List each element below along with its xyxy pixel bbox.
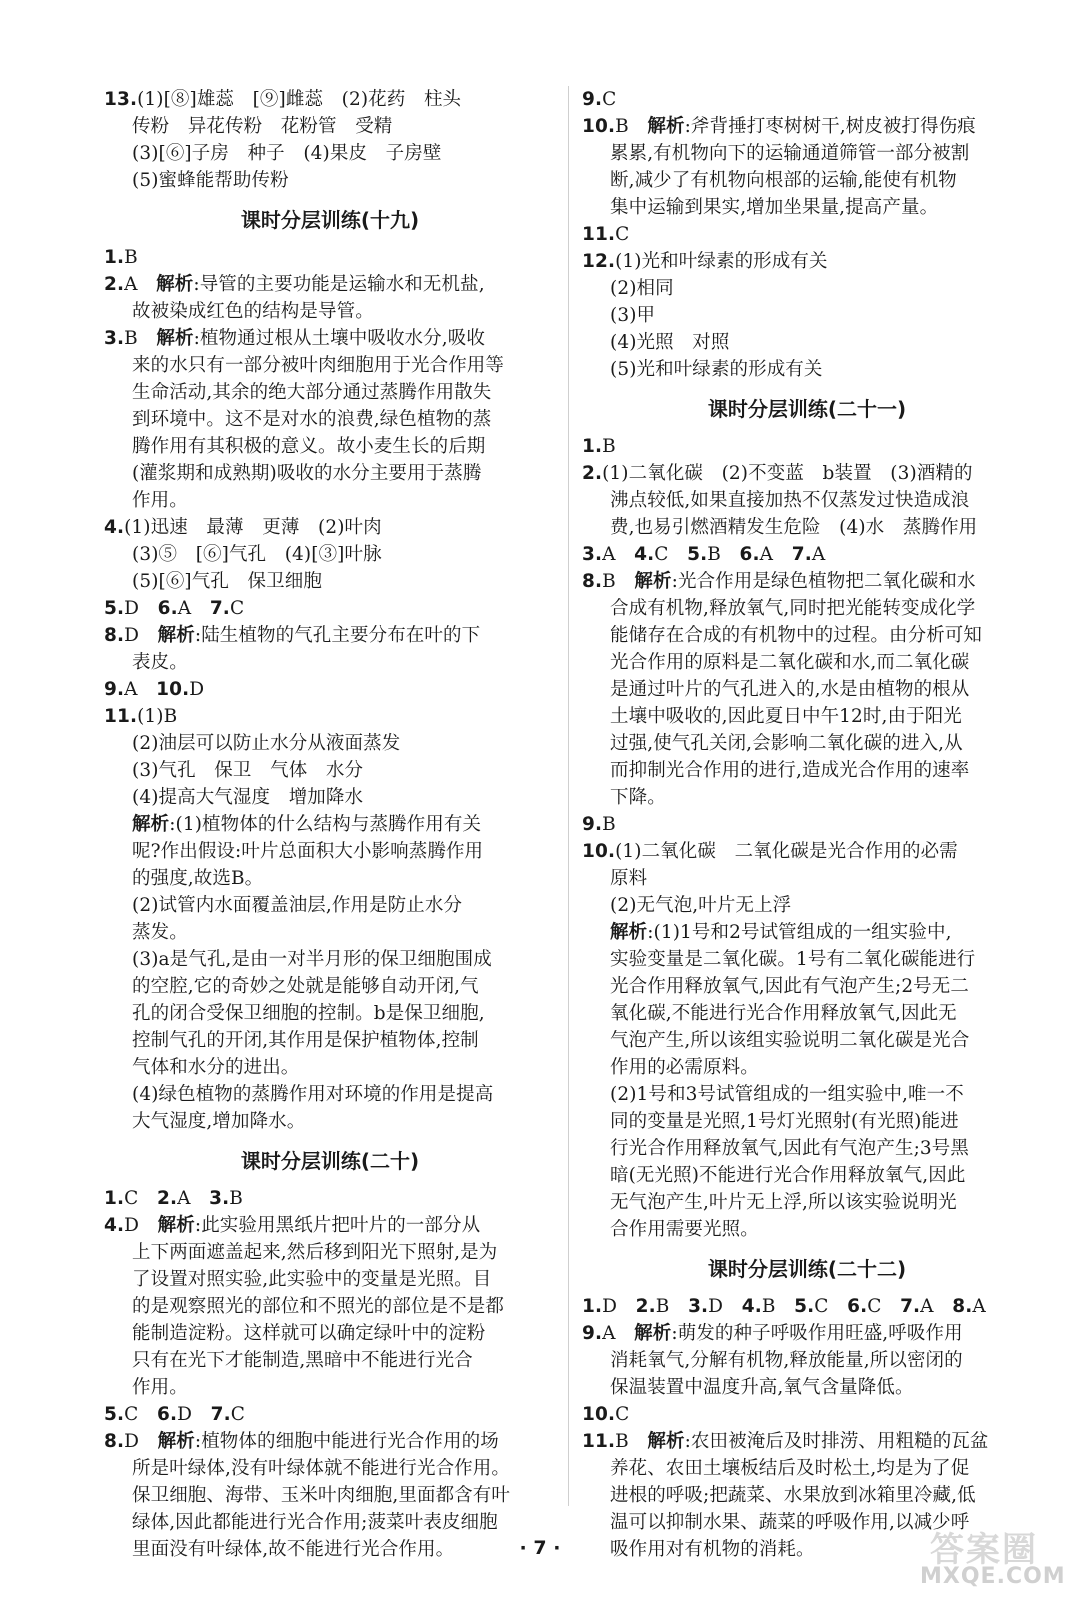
- question-number: 1.: [582, 436, 603, 457]
- answer-text: 气泡产生,所以该组实验说明二氧化碳是光合: [610, 1030, 970, 1051]
- question-number: 4.: [104, 517, 125, 538]
- answer-line: [104, 649, 556, 676]
- answer-line: [582, 865, 1032, 892]
- question-number: 2.: [156, 1188, 178, 1209]
- answer-line: [582, 221, 1032, 248]
- answer-text: C: [814, 1296, 848, 1317]
- right-column: [582, 86, 1032, 1563]
- answer-text: 实验变量是二氧化碳。1号有二氧化碳能进行: [610, 949, 976, 970]
- answer-text: 养花、农田土壤板结后及时松土,均是为了促: [610, 1458, 970, 1479]
- answer-text: 传粉 异花传粉 花粉管 受精: [132, 116, 393, 137]
- answer-text: 能储存在合成的有机物中的过程。由分析可知: [610, 625, 983, 646]
- question-number: 8.: [104, 1431, 125, 1452]
- answer-line: [104, 1455, 556, 1482]
- answer-line: [582, 460, 1032, 487]
- analysis-label: 解析: [156, 328, 194, 349]
- answer-text: 生命活动,其余的绝大部分通过蒸腾作用散失: [132, 382, 492, 403]
- question-number: 8.: [582, 571, 603, 592]
- answer-text: 来的水只有一部分被叶肉细胞用于光合作用等: [132, 355, 505, 376]
- question-number: 1.: [104, 247, 125, 268]
- answer-line: [582, 302, 1032, 329]
- answer-line: [104, 730, 556, 757]
- answer-line: [582, 973, 1032, 1000]
- answer-line: [104, 865, 556, 892]
- answer-line: [582, 1482, 1032, 1509]
- answer-text: 土壤中吸收的,因此夏日中午12时,由于阳光: [610, 706, 962, 727]
- answer-text: A: [602, 1323, 635, 1344]
- answer-text: 而抑制光合作用的进行,造成光合作用的速率: [610, 760, 970, 781]
- answer-text: 控制气孔的开闭,其作用是保护植物体,控制: [132, 1030, 479, 1051]
- answer-text: :植物通过根从土壤中吸收水分,吸收: [193, 328, 485, 349]
- answer-text: (3)⑤ [⑥]气孔 (4)[③]叶脉: [132, 544, 382, 565]
- answer-line: [104, 1428, 556, 1455]
- answer-text: D: [602, 1296, 636, 1317]
- answer-text: :(1)1号和2号试管组成的一组实验中,: [647, 922, 952, 943]
- answer-line: [104, 1108, 556, 1135]
- answer-line: [582, 838, 1032, 865]
- answer-text: C: [615, 224, 630, 245]
- answer-text: :农田被淹后及时排涝、用粗糙的瓦盆: [684, 1431, 989, 1452]
- answer-line: [104, 460, 556, 487]
- question-number: 2.: [582, 463, 603, 484]
- answer-line: [104, 541, 556, 568]
- answer-line: [104, 892, 556, 919]
- answer-text: C: [229, 598, 245, 619]
- answer-line: [582, 1347, 1032, 1374]
- section-heading: 课时分层训练(二十一): [707, 397, 907, 421]
- page-number: · 7 ·: [519, 1537, 561, 1559]
- answer-text: :此实验用黑纸片把叶片的一部分从: [194, 1215, 481, 1236]
- answer-line: [582, 514, 1032, 541]
- answer-line: [104, 514, 556, 541]
- answer-line: [104, 1482, 556, 1509]
- question-number: 8.: [952, 1296, 973, 1317]
- watermark-logo: [916, 1522, 1066, 1594]
- column-divider: [568, 86, 569, 1506]
- answer-text: 的空腔,它的奇妙之处就是能够自动开闭,气: [132, 976, 479, 997]
- answer-line: [582, 1374, 1032, 1401]
- answer-line: [582, 113, 1032, 140]
- answer-text: :萌发的种子呼吸作用旺盛,呼吸作用: [671, 1323, 963, 1344]
- question-number: 4.: [104, 1215, 125, 1236]
- answer-text: C: [124, 1404, 157, 1425]
- answer-text: (1)二氧化碳 二氧化碳是光合作用的必需: [615, 841, 958, 862]
- answer-line: [104, 406, 556, 433]
- question-number: 9.: [582, 814, 603, 835]
- answer-text: :光合作用是绿色植物把二氧化碳和水: [671, 571, 976, 592]
- question-number: 10.: [582, 841, 616, 862]
- answer-text: 作用。: [132, 490, 188, 511]
- answer-text: 的是观察照光的部位和不照光的部位是不是都: [132, 1296, 505, 1317]
- answer-text: (5)蜜蜂能帮助传粉: [132, 170, 289, 191]
- question-number: 1.: [582, 1296, 603, 1317]
- answer-text: (3)a是气孔,是由一对半月形的保卫细胞围成: [132, 949, 492, 970]
- answer-text: (2)1号和3号试管组成的一组实验中,唯一不: [610, 1084, 964, 1105]
- answer-line: [582, 329, 1032, 356]
- answer-line: [582, 649, 1032, 676]
- analysis-label: 解析: [156, 274, 194, 295]
- answer-line: [582, 248, 1032, 275]
- answer-text: 作用。: [132, 1377, 188, 1398]
- answer-line: [582, 1108, 1032, 1135]
- answer-text: 到环境中。这不是对水的浪费,绿色植物的蒸: [132, 409, 492, 430]
- answer-text: (3)甲: [610, 305, 656, 326]
- answer-line: [582, 1135, 1032, 1162]
- answer-text: 合成有机物,释放氧气,同时把光能转变成化学: [610, 598, 976, 619]
- answer-line: [582, 275, 1032, 302]
- question-number: 13.: [104, 89, 138, 110]
- answer-line: [104, 352, 556, 379]
- question-number: 7.: [209, 598, 230, 619]
- answer-text: 气体和水分的进出。: [132, 1057, 300, 1078]
- answer-line: [104, 1185, 556, 1212]
- answer-line: [104, 1401, 556, 1428]
- answer-text: B: [707, 544, 740, 565]
- answer-line: [582, 1081, 1032, 1108]
- answer-text: (3)气孔 保卫 气体 水分: [132, 760, 364, 781]
- answer-text: 行光合作用释放氧气,因此有气泡产生;3号黑: [610, 1138, 969, 1159]
- answer-text: B: [761, 1296, 795, 1317]
- answer-line: [582, 1293, 1032, 1320]
- answer-text: 里面没有叶绿体,故不能进行光合作用。: [132, 1539, 455, 1560]
- answer-line: [582, 622, 1032, 649]
- question-number: 6.: [156, 1404, 178, 1425]
- answer-text: 绿体,因此都能进行光合作用;菠菜叶表皮细胞: [132, 1512, 498, 1533]
- answer-text: 是通过叶片的气孔进入的,水是由植物的根从: [610, 679, 970, 700]
- answer-text: (4)光照 对照: [610, 332, 730, 353]
- answer-text: 集中运输到果实,增加坐果量,提高产量。: [610, 197, 939, 218]
- answer-text: 呢?作出假设:叶片总面积大小影响蒸腾作用: [132, 841, 484, 862]
- answer-line: [582, 811, 1032, 838]
- answer-text: A: [972, 1296, 986, 1317]
- answer-line: [582, 1401, 1032, 1428]
- answer-text: B: [655, 1296, 689, 1317]
- analysis-label: 解析: [647, 1431, 685, 1452]
- answer-line: [104, 1239, 556, 1266]
- question-number: 2.: [635, 1296, 656, 1317]
- answer-line: [104, 271, 556, 298]
- answer-line: [104, 1509, 556, 1536]
- answer-line: [104, 298, 556, 325]
- answer-text: 的强度,故选B。: [132, 868, 264, 889]
- answer-text: 合作用需要光照。: [610, 1219, 759, 1240]
- section-heading: 课时分层训练(十九): [240, 208, 420, 232]
- answer-text: D: [124, 598, 158, 619]
- answer-text: D: [124, 625, 158, 646]
- answer-line: [582, 1455, 1032, 1482]
- answer-text: 能制造淀粉。这样就可以确定绿叶中的淀粉: [132, 1323, 486, 1344]
- answer-line: [582, 433, 1032, 460]
- answer-text: 大气湿度,增加降水。: [132, 1111, 306, 1132]
- answer-text: A: [177, 1188, 210, 1209]
- answer-line: [582, 676, 1032, 703]
- answer-line: [104, 757, 556, 784]
- answer-line: [582, 1054, 1032, 1081]
- answer-text: C: [654, 544, 688, 565]
- answer-text: B: [229, 1188, 243, 1209]
- question-number: 10.: [156, 679, 190, 700]
- answer-text: C: [124, 1188, 157, 1209]
- answer-text: :植物体的细胞中能进行光合作用的场: [194, 1431, 499, 1452]
- answer-text: 上下两面遮盖起来,然后移到阳光下照射,是为: [132, 1242, 498, 1263]
- answer-text: (2)相同: [610, 278, 674, 299]
- answer-text: D: [708, 1296, 742, 1317]
- answer-text: 沸点较低,如果直接加热不仅蒸发过快造成浪: [610, 490, 970, 511]
- answer-text: 只有在光下才能制造,黑暗中不能进行光合: [132, 1350, 473, 1371]
- question-number: 10.: [582, 1404, 616, 1425]
- answer-text: (1)二氧化碳 (2)不变蓝 b装置 (3)酒精的: [602, 463, 973, 484]
- answer-line: [582, 86, 1032, 113]
- analysis-label: 解析: [647, 116, 685, 137]
- analysis-label: 解析: [157, 1431, 195, 1452]
- question-number: 5.: [104, 598, 125, 619]
- answer-line: [582, 1027, 1032, 1054]
- answer-line: [104, 244, 556, 271]
- answer-text: D: [189, 679, 205, 700]
- answer-line: [104, 1212, 556, 1239]
- question-number: 2.: [104, 274, 125, 295]
- answer-line: [104, 973, 556, 1000]
- answer-text: 作用的必需原料。: [610, 1057, 759, 1078]
- answer-line: [104, 676, 556, 703]
- answer-line: [104, 1000, 556, 1027]
- question-number: 10.: [582, 116, 616, 137]
- question-number: 6.: [739, 544, 760, 565]
- answer-text: B: [602, 436, 616, 457]
- answer-line: [104, 784, 556, 811]
- answer-line: [582, 1428, 1032, 1455]
- question-number: 3.: [209, 1188, 230, 1209]
- answer-text: A: [124, 274, 157, 295]
- question-number: 4.: [634, 544, 655, 565]
- answer-text: (2)试管内水面覆盖油层,作用是防止水分: [132, 895, 463, 916]
- question-number: 11.: [582, 224, 616, 245]
- answer-line: [582, 703, 1032, 730]
- answer-text: 光合作用的原料是二氧化碳和水,而二氧化碳: [610, 652, 970, 673]
- question-number: 9.: [582, 1323, 603, 1344]
- left-column: [104, 86, 556, 1563]
- answer-text: 蒸发。: [132, 922, 188, 943]
- answer-text: 表皮。: [132, 652, 188, 673]
- answer-line: [582, 946, 1032, 973]
- answer-text: 消耗氧气,分解有机物,释放能量,所以密闭的: [610, 1350, 963, 1371]
- question-number: 3.: [582, 544, 603, 565]
- question-number: 7.: [210, 1404, 231, 1425]
- answer-text: 累累,有机物向下的运输通道筛管一部分被割: [610, 143, 970, 164]
- answer-text: (1)[⑧]雄蕊 [⑨]雌蕊 (2)花药 柱头: [137, 89, 462, 110]
- answer-text: A: [124, 679, 157, 700]
- question-number: 3.: [104, 328, 125, 349]
- answer-text: A: [811, 544, 826, 565]
- answer-line: [104, 622, 556, 649]
- answer-text: 无气泡产生,叶片无上浮,所以该实验说明光: [610, 1192, 957, 1213]
- answer-text: 孔的闭合受保卫细胞的控制。b是保卫细胞,: [132, 1003, 485, 1024]
- question-number: 5.: [104, 1404, 125, 1425]
- answer-text: (3)[⑥]子房 种子 (4)果皮 子房壁: [132, 143, 442, 164]
- answer-text: 费,也易引燃酒精发生危险 (4)水 蒸腾作用: [610, 517, 978, 538]
- answer-line: [104, 1266, 556, 1293]
- answer-text: 吸作用对有机物的消耗。: [610, 1539, 815, 1560]
- answer-text: 保温装置中温度升高,氧气含量降低。: [610, 1377, 914, 1398]
- answer-text: D: [124, 1431, 158, 1452]
- question-number: 6.: [157, 598, 178, 619]
- answer-line: [104, 433, 556, 460]
- answer-line: [104, 919, 556, 946]
- question-number: 7.: [791, 544, 812, 565]
- answer-text: (2)无气泡,叶片无上浮: [610, 895, 792, 916]
- answer-line: [582, 356, 1032, 383]
- answer-line: [582, 757, 1032, 784]
- answer-text: B: [615, 116, 648, 137]
- answer-line: [104, 325, 556, 352]
- question-number: 8.: [104, 625, 125, 646]
- answer-line: [104, 140, 556, 167]
- question-number: 4.: [741, 1296, 762, 1317]
- analysis-label: 解析: [157, 625, 195, 646]
- question-number: 11.: [104, 706, 138, 727]
- answer-text: B: [602, 571, 635, 592]
- answer-line: [582, 1216, 1032, 1243]
- answer-line: [104, 703, 556, 730]
- answer-text: 了设置对照实验,此实验中的变量是光照。目: [132, 1269, 492, 1290]
- answer-line: [104, 838, 556, 865]
- answer-line: [104, 1374, 556, 1401]
- answer-text: 同的变量是光照,1号灯光照射(有光照)能进: [610, 1111, 959, 1132]
- answer-line: [582, 1320, 1032, 1347]
- answer-text: 故被染成红色的结构是导管。: [132, 301, 374, 322]
- answer-text: 保卫细胞、海带、玉米叶肉细胞,里面都含有叶: [132, 1485, 510, 1506]
- answer-line: [582, 919, 1032, 946]
- answer-line: [104, 113, 556, 140]
- analysis-label: 解析: [132, 814, 170, 835]
- answer-text: :陆生植物的气孔主要分布在叶的下: [194, 625, 481, 646]
- answer-text: 下降。: [610, 787, 666, 808]
- question-number: 12.: [582, 251, 616, 272]
- answer-line: [104, 946, 556, 973]
- answer-line: [104, 487, 556, 514]
- answer-line: [582, 1000, 1032, 1027]
- question-number: 11.: [582, 1431, 616, 1452]
- answer-text: C: [602, 89, 617, 110]
- watermark-top-text: 答案圈: [930, 1530, 1038, 1570]
- analysis-label: 解析: [634, 1323, 672, 1344]
- answer-text: 所是叶绿体,没有叶绿体就不能进行光合作用。: [132, 1458, 510, 1479]
- answer-line: [582, 167, 1032, 194]
- answer-text: B: [615, 1431, 648, 1452]
- answer-text: (1)光和叶绿素的形成有关: [615, 251, 828, 272]
- answer-text: (5)光和叶绿素的形成有关: [610, 359, 823, 380]
- answer-text: D: [177, 1404, 211, 1425]
- answer-line: [104, 595, 556, 622]
- answer-line: [582, 595, 1032, 622]
- question-number: 3.: [688, 1296, 709, 1317]
- answer-text: A: [920, 1296, 953, 1317]
- question-number: 9.: [582, 89, 603, 110]
- analysis-label: 解析: [157, 1215, 195, 1236]
- answer-text: B: [124, 247, 138, 268]
- answer-text: :(1)植物体的什么结构与蒸腾作用有关: [169, 814, 482, 835]
- answer-line: [104, 1027, 556, 1054]
- answer-text: C: [867, 1296, 901, 1317]
- answer-text: (1)B: [137, 706, 178, 727]
- answer-line: [104, 167, 556, 194]
- analysis-label: 解析: [610, 922, 648, 943]
- answer-text: (1)迅速 最薄 更薄 (2)叶肉: [124, 517, 382, 538]
- answer-line: [104, 1320, 556, 1347]
- watermark-bottom-text: MXQE.COM: [920, 1564, 1066, 1589]
- question-number: 7.: [900, 1296, 921, 1317]
- answer-text: (5)[⑥]气孔 保卫细胞: [132, 571, 322, 592]
- answer-text: 暗(无光照)不能进行光合作用释放氧气,因此: [610, 1165, 966, 1186]
- answer-text: :导管的主要功能是运输水和无机盐,: [193, 274, 485, 295]
- answer-line: [582, 541, 1032, 568]
- answer-text: C: [615, 1404, 630, 1425]
- answer-text: A: [602, 544, 635, 565]
- answer-line: [104, 379, 556, 406]
- answer-text: C: [230, 1404, 245, 1425]
- answer-text: 原料: [610, 868, 648, 889]
- question-number: 1.: [104, 1188, 125, 1209]
- answer-text: (4)绿色植物的蒸腾作用对环境的作用是提高: [132, 1084, 494, 1105]
- answer-line: [582, 140, 1032, 167]
- answer-text: A: [177, 598, 210, 619]
- answer-text: A: [759, 544, 792, 565]
- answer-line: [104, 811, 556, 838]
- answer-text: 光合作用释放氧气,因此有气泡产生;2号无二: [610, 976, 969, 997]
- answer-text: :斧背捶打枣树树干,树皮被打得伤痕: [684, 116, 976, 137]
- answer-text: B: [124, 328, 157, 349]
- answer-line: [104, 568, 556, 595]
- answer-text: B: [602, 814, 616, 835]
- answer-line: [582, 487, 1032, 514]
- question-number: 5.: [794, 1296, 815, 1317]
- answer-text: (灌浆期和成熟期)吸收的水分主要用于蒸腾: [132, 463, 482, 484]
- question-number: 9.: [104, 679, 125, 700]
- answer-text: 过强,使气孔关闭,会影响二氧化碳的进入,从: [610, 733, 963, 754]
- answer-line: [582, 1162, 1032, 1189]
- answer-line: [104, 1081, 556, 1108]
- answer-text: 断,减少了有机物向根部的运输,能使有机物: [610, 170, 957, 191]
- answer-line: [582, 1189, 1032, 1216]
- analysis-label: 解析: [634, 571, 672, 592]
- answer-line: [104, 1347, 556, 1374]
- answer-line: [582, 784, 1032, 811]
- answer-line: [104, 86, 556, 113]
- answer-text: 温可以抑制水果、蔬菜的呼吸作用,以减少呼: [610, 1512, 970, 1533]
- answer-line: [582, 730, 1032, 757]
- answer-text: (2)油层可以防止水分从液面蒸发: [132, 733, 401, 754]
- answer-line: [104, 1054, 556, 1081]
- section-heading: 课时分层训练(二十二): [707, 1257, 907, 1281]
- answer-text: 氧化碳,不能进行光合作用释放氧气,因此无: [610, 1003, 957, 1024]
- answer-text: 腾作用有其积极的意义。故小麦生长的后期: [132, 436, 486, 457]
- answer-text: D: [124, 1215, 158, 1236]
- answer-line: [582, 892, 1032, 919]
- answer-line: [104, 1293, 556, 1320]
- answer-text: (4)提高大气湿度 增加降水: [132, 787, 364, 808]
- question-number: 5.: [687, 544, 708, 565]
- answer-line: [582, 194, 1032, 221]
- question-number: 6.: [847, 1296, 868, 1317]
- answer-line: [582, 568, 1032, 595]
- answer-text: 进根的呼吸;把蔬菜、水果放到冰箱里冷藏,低: [610, 1485, 976, 1506]
- section-heading: 课时分层训练(二十): [240, 1149, 420, 1173]
